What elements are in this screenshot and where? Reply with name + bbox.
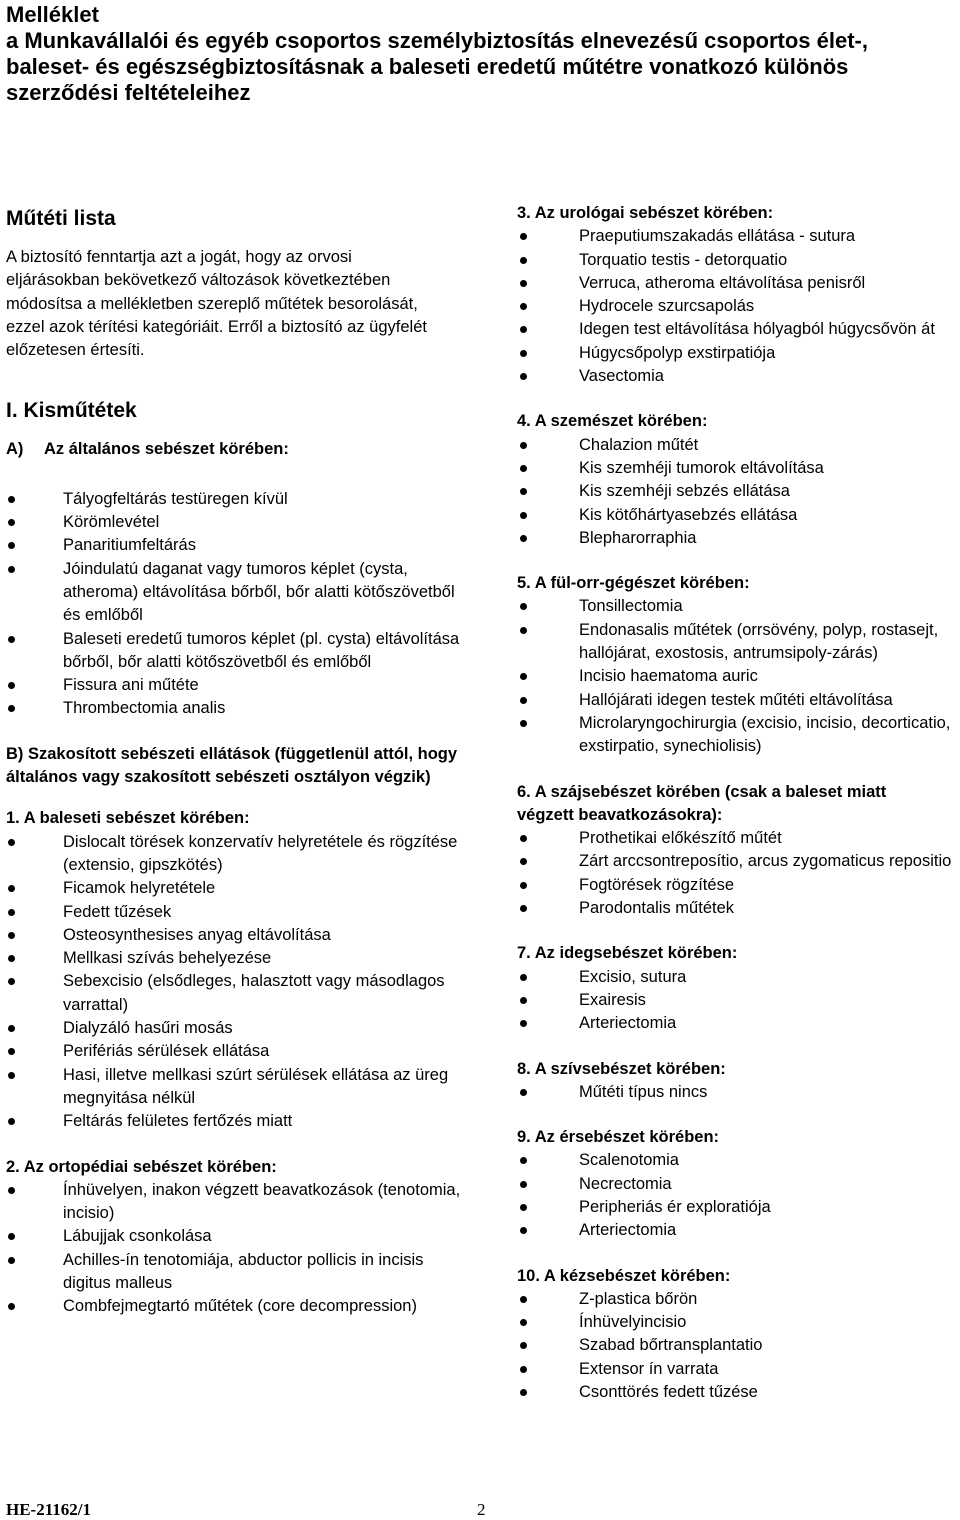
list-item-text: Dialyzáló hasűri mosás bbox=[63, 1019, 233, 1038]
list-item-text: Csonttörés fedett tűzése bbox=[579, 1383, 758, 1402]
list-item-text: Combfejmegtartó műtétek (core decompression) bbox=[63, 1297, 417, 1316]
bullet-icon bbox=[8, 1072, 15, 1079]
list-item bbox=[517, 1012, 957, 1035]
bullet-icon bbox=[8, 542, 15, 549]
list-item bbox=[517, 874, 957, 897]
list-item-text: Műtéti típus nincs bbox=[579, 1082, 708, 1101]
bullet-icon bbox=[520, 1181, 527, 1188]
list-item bbox=[517, 272, 957, 295]
surgery-group bbox=[517, 1058, 957, 1105]
surgery-group bbox=[6, 1156, 466, 1319]
group-list bbox=[6, 831, 466, 1134]
list-item-text: Mellkasi szívás behelyezése bbox=[63, 949, 272, 968]
list-item bbox=[517, 504, 957, 527]
list-item-text: Húgycsőpolyp exstirpatiója bbox=[579, 343, 776, 362]
list-item-text: Achilles-ín tenotomiája, abductor pollicis in incisis digitus malleus bbox=[63, 1250, 424, 1292]
list-item-text: Szabad bőrtransplantatio bbox=[579, 1336, 763, 1355]
bullet-icon bbox=[8, 909, 15, 916]
surgery-group bbox=[6, 807, 466, 1133]
surgery-group bbox=[517, 781, 957, 921]
subsection-a-list bbox=[6, 488, 466, 721]
list-item bbox=[517, 619, 957, 666]
list-item-text: Kis szemhéji sebzés ellátása bbox=[579, 482, 790, 501]
list-item bbox=[6, 1064, 466, 1111]
annex-title: a Munkavállalói és egyéb csoportos személybiztosítás elnevezésű csoportos élet-, baleset- és egészségbiztosításnak a baleseti eredetű műtétre vonatkozó különös szerződési feltételeihez bbox=[6, 28, 868, 105]
bullet-icon bbox=[8, 932, 15, 939]
group-title: 6. A szájsebészet körében (csak a baleset miatt végzett beavatkozásokra): bbox=[517, 782, 887, 824]
bullet-icon bbox=[520, 1204, 527, 1211]
bullet-icon bbox=[520, 373, 527, 380]
list-item bbox=[517, 1381, 957, 1404]
bullet-icon bbox=[8, 705, 15, 712]
subsection-a-title bbox=[6, 438, 466, 461]
list-item bbox=[6, 1225, 466, 1248]
bullet-icon bbox=[520, 350, 527, 357]
surgery-group bbox=[517, 1126, 957, 1242]
subsection-a-label: Az általános sebészet körében: bbox=[44, 440, 289, 459]
lista-note: A biztosító fenntartja azt a jogát, hogy az orvosi eljárásokban bekövetkező változások következtében módosítsa a mellékletben szereplő műtétek besorolását, ezzel azok térítési kategóriáit. Erről a biztosító az ügyfelét előzetesen értesíti. bbox=[6, 248, 427, 360]
list-item-text: Z-plastica bőrön bbox=[579, 1289, 698, 1308]
group-list bbox=[6, 1179, 466, 1319]
list-item bbox=[6, 488, 466, 511]
list-item bbox=[517, 480, 957, 503]
list-item-text: Hallójárati idegen testek műtéti eltávolítása bbox=[579, 690, 893, 709]
group-list bbox=[517, 827, 957, 920]
right-column bbox=[517, 202, 957, 1404]
bullet-icon bbox=[8, 496, 15, 503]
list-item-text: Fogtörések rögzítése bbox=[579, 875, 734, 894]
list-item bbox=[517, 1311, 957, 1334]
list-item bbox=[6, 1295, 466, 1318]
surgery-group bbox=[517, 572, 957, 758]
list-item-text: Tonsillectomia bbox=[579, 597, 683, 616]
bullet-icon bbox=[520, 257, 527, 264]
list-item bbox=[6, 1017, 466, 1040]
group-list bbox=[517, 1288, 957, 1404]
list-item bbox=[6, 831, 466, 878]
bullet-icon bbox=[520, 974, 527, 981]
list-item bbox=[517, 365, 957, 388]
bullet-icon bbox=[8, 682, 15, 689]
list-item-text: Jóindulatú daganat vagy tumoros képlet (cysta, atheroma) eltávolítása bőrből, bőr alatti kötőszövetből és emlőből bbox=[63, 559, 455, 625]
list-item-text: Torquatio testis - detorquatio bbox=[579, 250, 788, 269]
bullet-icon bbox=[520, 603, 527, 610]
list-item bbox=[517, 1149, 957, 1172]
list-item-text: Vasectomia bbox=[579, 367, 664, 386]
bullet-icon bbox=[520, 1366, 527, 1373]
bullet-icon bbox=[520, 673, 527, 680]
list-item-text: Kis kötőhártyasebzés ellátása bbox=[579, 505, 798, 524]
list-item bbox=[6, 970, 466, 1017]
list-item-text: Hydrocele szurcsapolás bbox=[579, 297, 755, 316]
surgery-group bbox=[517, 202, 957, 388]
list-item-text: Osteosynthesises anyag eltávolítása bbox=[63, 925, 331, 944]
bullet-icon bbox=[8, 1187, 15, 1194]
annex-label: Melléklet bbox=[6, 2, 99, 27]
list-item bbox=[517, 225, 957, 248]
list-item-text: Ficamok helyretétele bbox=[63, 879, 216, 898]
bullet-icon bbox=[520, 326, 527, 333]
bullet-icon bbox=[8, 885, 15, 892]
group-list bbox=[517, 966, 957, 1036]
list-item-text: Baleseti eredetű tumoros képlet (pl. cysta) eltávolítása bőrből, bőr alatti kötőszövetből és emlőből bbox=[63, 629, 460, 671]
list-item bbox=[517, 1358, 957, 1381]
list-item-text: Necrectomia bbox=[579, 1174, 672, 1193]
list-item-text: Blepharorraphia bbox=[579, 528, 697, 547]
bullet-icon bbox=[8, 1048, 15, 1055]
list-item bbox=[6, 924, 466, 947]
bullet-icon bbox=[520, 720, 527, 727]
list-item bbox=[517, 850, 957, 873]
list-item-text: Praeputiumszakadás ellátása - sutura bbox=[579, 227, 856, 246]
bullet-icon bbox=[8, 1303, 15, 1310]
list-item bbox=[517, 712, 957, 759]
bullet-icon bbox=[520, 465, 527, 472]
list-item-text: Tályogfeltárás testüregen kívül bbox=[63, 489, 288, 508]
subsection-a-letter: A) bbox=[6, 440, 24, 459]
list-item-text: Extensor ín varrata bbox=[579, 1359, 719, 1378]
bullet-icon bbox=[520, 997, 527, 1004]
group-list bbox=[517, 595, 957, 758]
bullet-icon bbox=[8, 1025, 15, 1032]
bullet-icon bbox=[520, 1020, 527, 1027]
list-item-text: Endonasalis műtétek (orrsövény, polyp, rostasejt, hallójárat, exostosis, antrumsipoly-zárás) bbox=[579, 620, 939, 663]
group-title: 9. Az érsebészet körében: bbox=[517, 1128, 720, 1147]
group-title: 2. Az ortopédiai sebészet körében: bbox=[6, 1157, 277, 1176]
list-item bbox=[6, 511, 466, 534]
bullet-icon bbox=[520, 627, 527, 634]
list-item bbox=[6, 947, 466, 970]
list-item bbox=[517, 1196, 957, 1219]
surgery-group bbox=[517, 1265, 957, 1405]
list-item-text: Fissura ani műtéte bbox=[63, 676, 199, 695]
list-item-text: Feltárás felületes fertőzés miatt bbox=[63, 1112, 293, 1131]
bullet-icon bbox=[8, 839, 15, 846]
list-item-text: Microlaryngochirurgia (excisio, incisio, decorticatio, exstirpatio, synechiolisis) bbox=[579, 713, 951, 756]
list-item-text: Prothetikai előkészítő műtét bbox=[579, 829, 782, 848]
bullet-icon bbox=[8, 978, 15, 985]
list-item bbox=[517, 434, 957, 457]
list-item-text: Verruca, atheroma eltávolítása penisről bbox=[579, 273, 866, 292]
group-list bbox=[517, 1081, 957, 1104]
list-item bbox=[517, 1081, 957, 1104]
list-item bbox=[6, 1110, 466, 1133]
list-item bbox=[6, 1249, 466, 1296]
group-title: 10. A kézsebészet körében: bbox=[517, 1266, 731, 1285]
bullet-icon bbox=[520, 280, 527, 287]
list-item bbox=[517, 966, 957, 989]
list-item bbox=[6, 697, 466, 720]
bullet-icon bbox=[520, 512, 527, 519]
left-column bbox=[6, 202, 466, 1319]
list-item-text: Kis szemhéji tumorok eltávolítása bbox=[579, 458, 824, 477]
bullet-icon bbox=[520, 1227, 527, 1234]
bullet-icon bbox=[520, 233, 527, 240]
bullet-icon bbox=[520, 858, 527, 865]
group-title: 5. A fül-orr-gégészet körében: bbox=[517, 574, 750, 593]
bullet-icon bbox=[8, 1257, 15, 1264]
list-item-text: Sebexcisio (elsődleges, halasztott vagy másodlagos varrattal) bbox=[63, 972, 445, 1014]
bullet-icon bbox=[520, 1157, 527, 1164]
list-item-text: Hasi, illetve mellkasi szúrt sérülések ellátása az üreg megnyitása nélkül bbox=[63, 1065, 449, 1107]
bullet-icon bbox=[520, 442, 527, 449]
bullet-icon bbox=[8, 955, 15, 962]
list-item bbox=[517, 989, 957, 1012]
list-item bbox=[517, 318, 957, 341]
bullet-icon bbox=[520, 697, 527, 704]
list-item bbox=[517, 665, 957, 688]
list-item-text: Parodontalis műtétek bbox=[579, 899, 735, 918]
bullet-icon bbox=[8, 566, 15, 573]
list-item bbox=[6, 628, 466, 675]
surgery-group bbox=[517, 942, 957, 1035]
left-groups bbox=[6, 807, 466, 1318]
list-item bbox=[517, 295, 957, 318]
list-item bbox=[517, 249, 957, 272]
bullet-icon bbox=[520, 905, 527, 912]
list-item bbox=[517, 457, 957, 480]
list-item-text: Ínhüvelyincisio bbox=[579, 1313, 687, 1332]
list-item bbox=[517, 595, 957, 618]
list-item bbox=[517, 1173, 957, 1196]
list-item-text: Körömlevétel bbox=[63, 513, 160, 532]
list-item bbox=[517, 1219, 957, 1242]
list-item-text: Idegen test eltávolítása hólyagból húgycsővön át bbox=[579, 320, 935, 339]
bullet-icon bbox=[520, 1296, 527, 1303]
bullet-icon bbox=[8, 1118, 15, 1125]
list-item bbox=[6, 901, 466, 924]
bullet-icon bbox=[520, 882, 527, 889]
right-groups bbox=[517, 202, 957, 1404]
bullet-icon bbox=[8, 1233, 15, 1240]
lista-title: Műtéti lista bbox=[6, 207, 116, 230]
list-item bbox=[6, 558, 466, 628]
list-item bbox=[6, 877, 466, 900]
document-code: HE-21162/1 bbox=[6, 1500, 92, 1519]
list-item bbox=[517, 1288, 957, 1311]
bullet-icon bbox=[520, 1342, 527, 1349]
list-item-text: Arteriectomia bbox=[579, 1221, 677, 1240]
page-number: 2 bbox=[477, 1500, 486, 1519]
list-item-text: Zárt arccsontreposítio, arcus zygomaticus repositio bbox=[579, 852, 952, 871]
list-item-text: Incisio haematoma auric bbox=[579, 667, 758, 686]
group-title: 7. Az idegsebészet körében: bbox=[517, 944, 738, 963]
group-title: 1. A baleseti sebészet körében: bbox=[6, 809, 250, 828]
list-item-text: Ínhüvelyen, inakon végzett beavatkozások (tenotomia, incisio) bbox=[63, 1180, 461, 1223]
list-item bbox=[6, 674, 466, 697]
list-item bbox=[517, 689, 957, 712]
bullet-icon bbox=[520, 488, 527, 495]
list-item bbox=[517, 897, 957, 920]
list-item bbox=[517, 527, 957, 550]
list-item bbox=[517, 1334, 957, 1357]
document-header bbox=[6, 2, 956, 106]
group-title: 3. Az urológai sebészet körében: bbox=[517, 204, 774, 222]
list-item-text: Fedett tűzések bbox=[63, 902, 172, 921]
bullet-icon bbox=[520, 535, 527, 542]
list-item-text: Exairesis bbox=[579, 990, 646, 1009]
group-list bbox=[517, 1149, 957, 1242]
list-item-text: Perifériás sérülések ellátása bbox=[63, 1042, 270, 1061]
list-item bbox=[6, 534, 466, 557]
section-title: I. Kisműtétek bbox=[6, 399, 137, 423]
bullet-icon bbox=[520, 1319, 527, 1326]
bullet-icon bbox=[520, 303, 527, 310]
list-item-text: Panaritiumfeltárás bbox=[63, 536, 196, 555]
group-list bbox=[517, 434, 957, 550]
list-item-text: Lábujjak csonkolása bbox=[63, 1227, 212, 1246]
list-item-text: Thrombectomia analis bbox=[63, 699, 226, 718]
bullet-icon bbox=[8, 519, 15, 526]
group-title: 4. A szemészet körében: bbox=[517, 412, 708, 431]
bullet-icon bbox=[520, 835, 527, 842]
list-item bbox=[517, 342, 957, 365]
list-item bbox=[6, 1179, 466, 1226]
list-item-text: Peripheriás ér exploratiója bbox=[579, 1197, 771, 1216]
subsection-b-title: B) Szakosított sebészeti ellátások (függetlenül attól, hogy általános vagy szakosított sebészeti osztályon végzik) bbox=[6, 744, 458, 787]
surgery-group bbox=[517, 410, 957, 550]
group-list bbox=[517, 225, 957, 388]
list-item-text: Chalazion műtét bbox=[579, 435, 699, 454]
list-item-text: Arteriectomia bbox=[579, 1014, 677, 1033]
list-item-text: Dislocalt törések konzervatív helyretétele és rögzítése (extensio, gipszkötés) bbox=[63, 832, 458, 874]
bullet-icon bbox=[520, 1389, 527, 1396]
list-item-text: Scalenotomia bbox=[579, 1151, 679, 1170]
list-item bbox=[517, 827, 957, 850]
group-title: 8. A szívsebészet körében: bbox=[517, 1059, 726, 1078]
bullet-icon bbox=[8, 636, 15, 643]
bullet-icon bbox=[520, 1089, 527, 1096]
list-item-text: Excisio, sutura bbox=[579, 967, 687, 986]
list-item bbox=[6, 1040, 466, 1063]
